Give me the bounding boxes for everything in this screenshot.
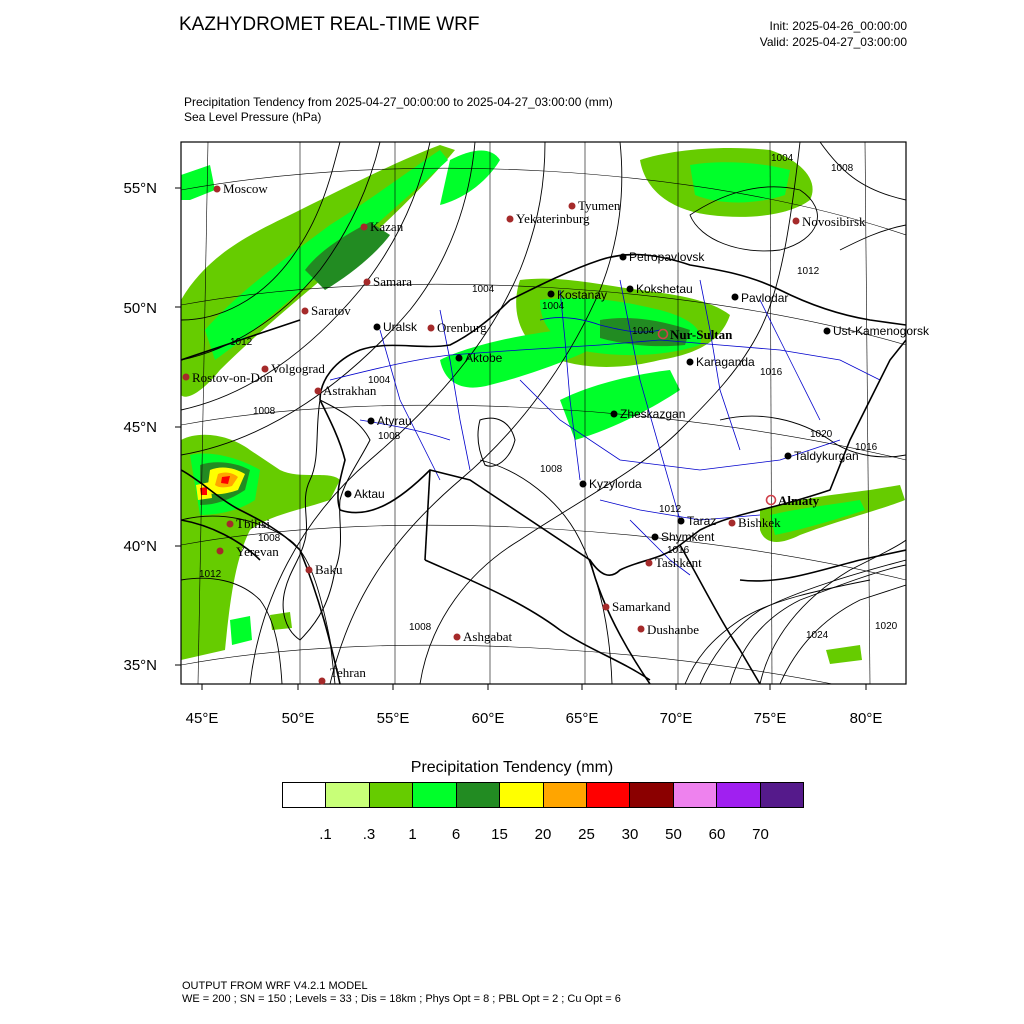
lon-label: 75°E: [753, 710, 787, 727]
svg-text:Taldykurgan: Taldykurgan: [794, 449, 859, 463]
colorbar-tick-label: 25: [578, 826, 595, 843]
colorbar-tick-label: 30: [621, 826, 639, 843]
city-orenburg[interactable]: [428, 320, 488, 335]
isobar-label: 1008: [253, 406, 276, 417]
isobar-label: 1012: [659, 504, 682, 515]
svg-text:Uralsk: Uralsk: [383, 320, 418, 334]
isobar-label: 1016: [855, 442, 878, 453]
svg-text:Yerevan: Yerevan: [236, 544, 279, 559]
colorbar-swatch: [283, 783, 326, 807]
colorbar-swatch: [326, 783, 369, 807]
city-baku[interactable]: [306, 562, 343, 577]
svg-text:Kostanay: Kostanay: [557, 288, 608, 302]
svg-text:Zheskazgan: Zheskazgan: [620, 407, 686, 421]
city-ashgabat[interactable]: [454, 629, 513, 644]
colorbar-tick-label: 20: [534, 826, 552, 843]
isobar-label: 1004: [632, 326, 655, 337]
isobar-label: 1008: [540, 464, 563, 475]
city-ust-kamenogorsk[interactable]: [824, 324, 931, 338]
lon-label: 50°E: [281, 710, 315, 727]
isobar-label: 1004: [472, 284, 495, 295]
svg-text:Tyumen: Tyumen: [578, 198, 621, 213]
longitude-labels: [186, 710, 883, 727]
lon-label: 60°E: [471, 710, 505, 727]
isobar-label: 1024: [806, 630, 829, 641]
svg-text:Samarkand: Samarkand: [612, 599, 671, 614]
colorbar-swatch: [370, 783, 413, 807]
isobar-label: 1016: [760, 367, 783, 378]
city-nur-sultan[interactable]: [659, 327, 734, 342]
colorbar: [282, 782, 804, 808]
colorbar-swatch: [457, 783, 500, 807]
city-kokshetau[interactable]: [627, 282, 693, 296]
isobar-label: 1008: [409, 622, 432, 633]
svg-text:Orenburg: Orenburg: [437, 320, 487, 335]
city-aktau[interactable]: [345, 487, 385, 501]
colorbar-swatch: [674, 783, 717, 807]
svg-text:Bishkek: Bishkek: [738, 515, 781, 530]
city-yekaterinburg[interactable]: [507, 211, 591, 226]
city-novosibirsk[interactable]: [793, 214, 867, 229]
isobar-label: 1020: [875, 621, 898, 632]
svg-text:Aktobe: Aktobe: [465, 351, 503, 365]
lat-label: 35°N: [123, 657, 157, 674]
isobar-label: 1008: [831, 163, 854, 174]
isobar-label: 1020: [810, 429, 833, 440]
isobar-label: 1016: [667, 545, 690, 556]
isobar-label: 1004: [368, 375, 391, 386]
city-kyzylorda[interactable]: [580, 477, 643, 491]
colorbar-title: Precipitation Tendency (mm): [410, 759, 614, 776]
lon-label: 70°E: [659, 710, 693, 727]
map-title: KAZHYDROMET REAL-TIME WRF: [179, 14, 480, 35]
colorbar-tick-label: 60: [708, 826, 726, 843]
city-taldykurgan[interactable]: [785, 449, 859, 463]
svg-text:Almaty: Almaty: [778, 493, 820, 508]
model-version: OUTPUT FROM WRF V4.2.1 MODEL: [182, 980, 368, 992]
city-taraz[interactable]: [678, 514, 717, 528]
isobar-label: 1012: [230, 337, 253, 348]
city-petropavlovsk[interactable]: [620, 250, 706, 264]
capital-star-icon: [767, 496, 776, 505]
city-astrakhan[interactable]: [315, 383, 377, 398]
colorbar-tick-label: 70: [752, 826, 769, 843]
isobar-label: 1004: [542, 301, 565, 312]
svg-text:Tashkent: Tashkent: [655, 555, 702, 570]
svg-text:Ashgabat: Ashgabat: [463, 629, 513, 644]
svg-text:Dushanbe: Dushanbe: [647, 622, 699, 637]
colorbar-tick-label: 1: [408, 826, 417, 843]
city-shymkent[interactable]: [652, 530, 716, 544]
svg-text:Saratov: Saratov: [311, 303, 351, 318]
svg-text:Rostov-on-Don: Rostov-on-Don: [192, 370, 273, 385]
colorbar-swatch: [500, 783, 543, 807]
model-config: WE = 200 ; SN = 150 ; Levels = 33 ; Dis = 18km ; Phys Opt = 8 ; PBL Opt = 2 ; Cu Opt = 6: [182, 993, 621, 1005]
colorbar-tick-label: .1: [319, 826, 332, 843]
svg-text:Tehran: Tehran: [330, 665, 366, 680]
city-pavlodar[interactable]: [732, 291, 789, 305]
city-karaganda[interactable]: [687, 355, 756, 369]
svg-text:Samara: Samara: [373, 274, 412, 289]
svg-text:Moscow: Moscow: [223, 181, 268, 196]
precip-field-label: Precipitation Tendency from 2025-04-27_00:00:00 to 2025-04-27_03:00:00 (mm): [184, 95, 613, 109]
svg-text:Baku: Baku: [315, 562, 343, 577]
colorbar-tick-label: 15: [491, 826, 508, 843]
latitude-labels: [123, 180, 157, 674]
svg-text:Pavlodar: Pavlodar: [741, 291, 789, 305]
valid-time: Valid: 2025-04-27_03:00:00: [759, 35, 907, 49]
city-rostov-on-don[interactable]: [183, 370, 274, 385]
city-kostanay[interactable]: [548, 288, 608, 302]
svg-text:Kyzylorda: Kyzylorda: [589, 477, 642, 491]
svg-text:Tbilisi: Tbilisi: [236, 516, 270, 531]
lon-label: 80°E: [849, 710, 883, 727]
svg-text:Kazan: Kazan: [370, 219, 404, 234]
svg-text:Nur-Sultan: Nur-Sultan: [670, 327, 733, 342]
model-info-footer: [182, 980, 621, 1006]
city-saratov[interactable]: [302, 303, 352, 318]
svg-text:Taraz: Taraz: [687, 514, 717, 528]
svg-text:Ust-Kamenogorsk: Ust-Kamenogorsk: [833, 324, 930, 338]
svg-text:Karaganda: Karaganda: [696, 355, 755, 369]
svg-text:Astrakhan: Astrakhan: [323, 383, 377, 398]
svg-text:Petropavlovsk: Petropavlovsk: [629, 250, 705, 264]
svg-text:Novosibirsk: Novosibirsk: [802, 214, 866, 229]
lon-label: 55°E: [376, 710, 410, 727]
colorbar-swatch: [717, 783, 760, 807]
svg-text:Atyrau: Atyrau: [377, 414, 412, 428]
svg-text:Aktau: Aktau: [354, 487, 385, 501]
svg-text:Kokshetau: Kokshetau: [636, 282, 693, 296]
city-atyrau[interactable]: [368, 414, 412, 428]
city-tehran[interactable]: [319, 665, 367, 685]
lat-label: 40°N: [123, 538, 157, 555]
lat-label: 50°N: [123, 300, 157, 317]
city-samarkand[interactable]: [603, 599, 671, 614]
isobar-label: 1012: [199, 569, 222, 580]
city-dushanbe[interactable]: [638, 622, 700, 637]
lon-label: 45°E: [185, 710, 219, 727]
isobar-label: 1012: [797, 266, 820, 277]
isobar-label: 1004: [771, 153, 794, 164]
svg-text:Yekaterinburg: Yekaterinburg: [516, 211, 590, 226]
colorbar-tick-label: 50: [665, 826, 682, 843]
colorbar-swatch: [630, 783, 673, 807]
isobar-label: 1008: [258, 533, 281, 544]
colorbar-swatch: [544, 783, 587, 807]
colorbar-tick-label: .3: [362, 826, 376, 843]
colorbar-swatch: [413, 783, 456, 807]
lat-label: 55°N: [123, 180, 157, 197]
lat-label: 45°N: [123, 419, 157, 436]
lon-label: 65°E: [565, 710, 599, 727]
colorbar-tick-label: 6: [451, 826, 461, 843]
slp-field-label: Sea Level Pressure (hPa): [184, 110, 322, 124]
svg-text:Shymkent: Shymkent: [661, 530, 715, 544]
init-time: Init: 2025-04-26_00:00:00: [769, 19, 907, 33]
colorbar-swatch: [587, 783, 630, 807]
colorbar-swatch: [761, 783, 803, 807]
isobar-label: 1008: [378, 431, 401, 442]
city-zheskazgan[interactable]: [611, 407, 686, 421]
svg-text:Volgograd: Volgograd: [271, 361, 325, 376]
